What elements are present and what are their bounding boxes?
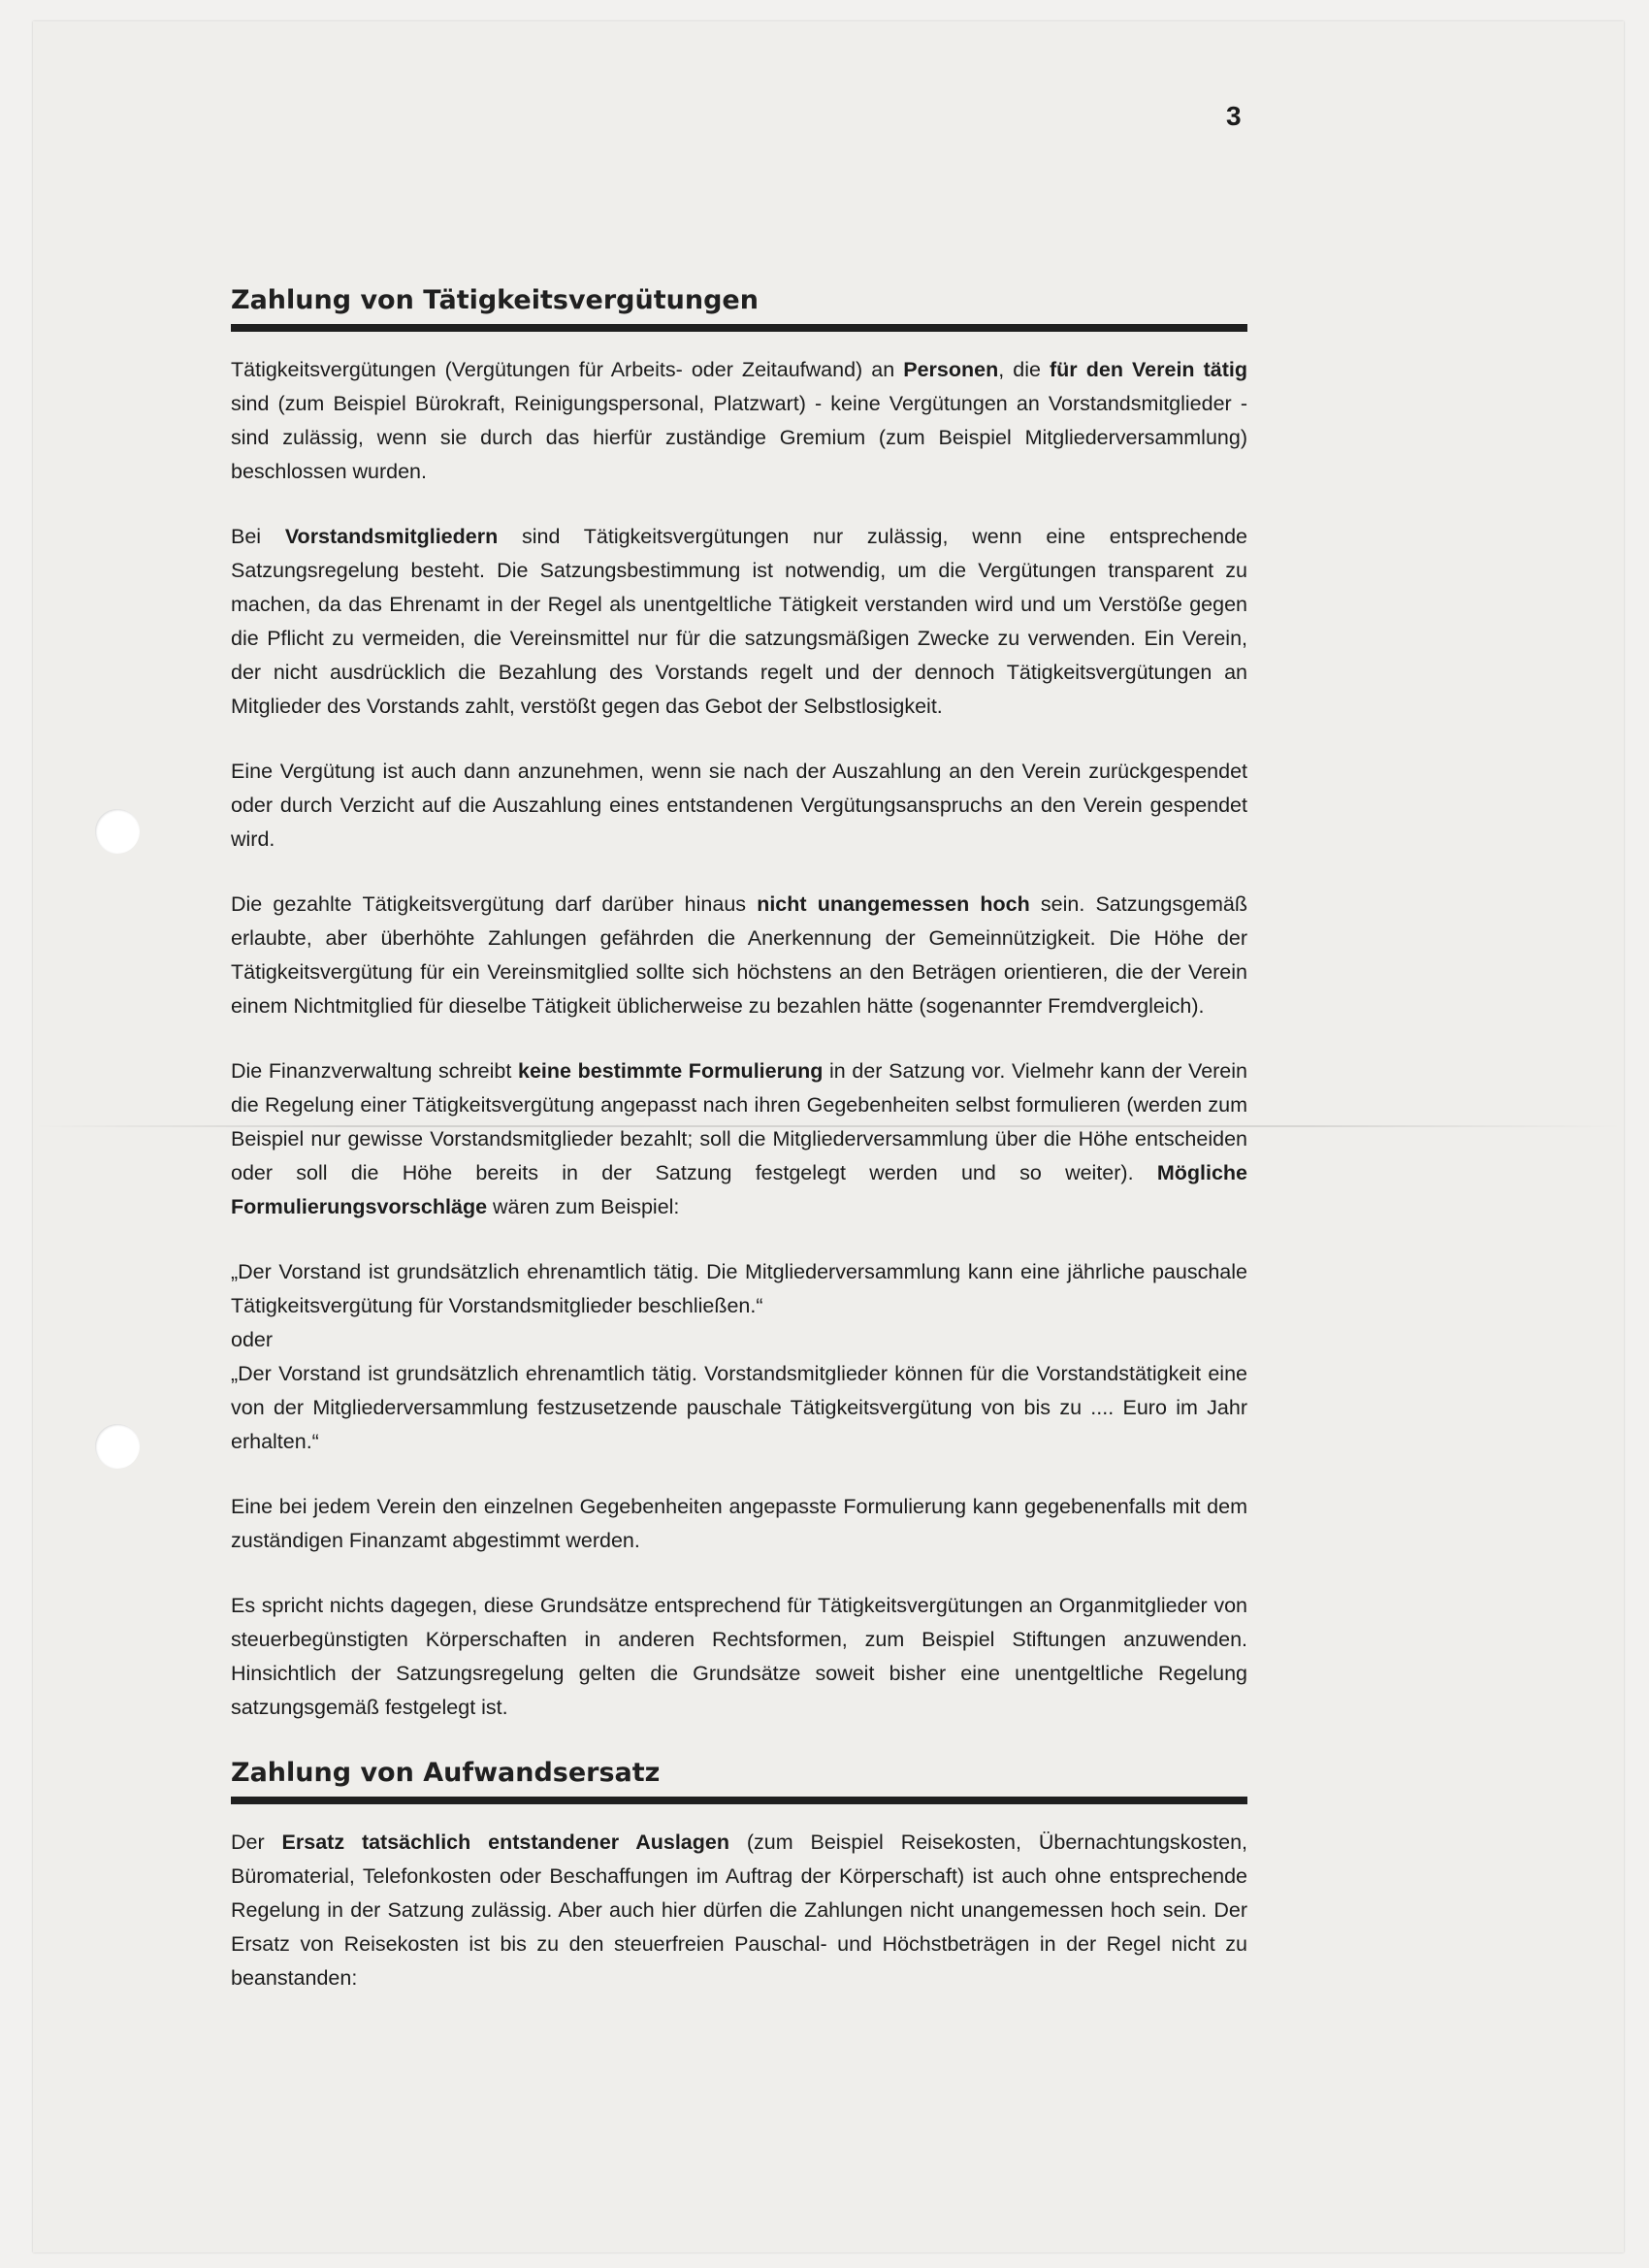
bold-term: für den Verein tätig	[1050, 358, 1247, 381]
quote-separator: oder	[231, 1328, 274, 1351]
bold-term: Ersatz tatsächlich entstandener Auslagen	[281, 1831, 729, 1854]
text-run: sein. Satzungsgemäß erlaubte, aber überhöhte Zahlungen gefährden die Anerkennung der Gemeinnützigkeit. Die Höhe der Tätigkeitsvergütung für ein Vereinsmitglied sollte sich höchstens an den Beträgen orientieren, die der Verein einem Nichtmitglied für dieselbe Tätigkeit üblicherweise zu bezahlen hätte (sogenannter Fremdvergleich).	[231, 892, 1248, 1018]
text-run: wären zum Beispiel:	[487, 1195, 680, 1218]
paragraph-2	[231, 520, 1247, 724]
punch-hole-bottom	[95, 1424, 140, 1469]
paragraph-8	[231, 1826, 1247, 1995]
text-run: sind (zum Beispiel Bürokraft, Reinigungspersonal, Platzwart) - keine Vergütungen an Vorstandsmitglieder - sind zulässig, wenn sie durch das hierfür zuständige Gremium (zum Beispiel Mitgliederversammlung) beschlossen wurden.	[231, 392, 1247, 483]
page-number: 3	[1226, 101, 1242, 131]
text-run: Der	[231, 1831, 282, 1854]
bold-term: Mögliche Formulierungsvorschläge	[231, 1161, 1247, 1218]
quote-1: „Der Vorstand ist grundsätzlich ehrenamtlich tätig. Die Mitgliederversammlung kann eine jährliche pauschale Tätigkeitsvergütung für Vorstandsmitglieder beschließen.“	[231, 1260, 1247, 1317]
heading-rule	[231, 324, 1247, 332]
paragraph-6: Eine bei jedem Verein den einzelnen Gegebenheiten angepasste Formulierung kann gegebenenfalls mit dem zuständigen Finanzamt abgestimmt werden.	[231, 1495, 1247, 1552]
paragraph-3: Eine Vergütung ist auch dann anzunehmen, wenn sie nach der Auszahlung an den Verein zurückgespendet oder durch Verzicht auf die Auszahlung eines entstandenen Vergütungsanspruchs an den Verein gespendet wird.	[231, 760, 1247, 851]
bold-term: nicht unangemessen hoch	[757, 892, 1030, 916]
paragraph-7: Es spricht nichts dagegen, diese Grundsätze entsprechend für Tätigkeitsvergütungen an Organmitglieder von steuerbegünstigten Körperschaften in anderen Rechtsformen, zum Beispiel Stiftungen anzuwenden. Hinsichtlich der Satzungsregelung gelten die Grundsätze soweit bisher eine unentgeltliche Regelung satzungsgemäß festgelegt ist.	[231, 1594, 1247, 1719]
section-heading-aufwandsersatz: Zahlung von Aufwandsersatz	[231, 1758, 661, 1788]
bold-term: Vorstandsmitgliedern	[284, 525, 499, 548]
text-run: Bei	[231, 525, 285, 548]
document-body	[231, 283, 1247, 2026]
text-run: Die Finanzverwaltung schreibt	[231, 1059, 518, 1083]
paragraph-5	[231, 1054, 1247, 1224]
section-heading-taetigkeitsverguetungen: Zahlung von Tätigkeitsvergütungen	[231, 285, 759, 315]
text-run: , die	[998, 358, 1051, 381]
text-run: Die gezahlte Tätigkeitsvergütung darf darüber hinaus	[231, 892, 758, 916]
heading-rule	[231, 1797, 1247, 1804]
paragraph-4	[231, 888, 1247, 1023]
bold-term: keine bestimmte Formulierung	[518, 1059, 824, 1083]
bold-term: Personen	[903, 358, 999, 381]
text-run: (zum Beispiel Reisekosten, Übernachtungskosten, Büromaterial, Telefonkosten oder Beschaffungen im Auftrag der Körperschaft) ist auch ohne entsprechende Regelung in der Satzung zulässig. Aber auch hier dürfen die Zahlungen nicht unangemessen hoch sein. Der Ersatz von Reisekosten ist bis zu den steuerfreien Pauschal- und Höchstbeträgen in der Regel nicht zu beanstanden:	[231, 1831, 1248, 1990]
text-run: Tätigkeitsvergütungen (Vergütungen für Arbeits- oder Zeitaufwand) an	[231, 358, 904, 381]
text-run: sind Tätigkeitsvergütungen nur zulässig, wenn eine entsprechende Satzungsregelung besteht. Die Satzungsbestimmung ist notwendig, um die Vergütungen transparent zu machen, da das Ehrenamt in der Regel als unentgeltliche Tätigkeit verstanden wird und um Verstöße gegen die Pflicht zu vermeiden, die Vereinsmittel nur für die satzungsmäßigen Zwecke zu verwenden. Ein Verein, der nicht ausdrücklich die Bezahlung des Vorstands regelt und der dennoch Tätigkeitsvergütungen an Mitglieder des Vorstands zahlt, verstößt gegen das Gebot der Selbstlosigkeit.	[231, 525, 1247, 718]
paragraph-1	[231, 353, 1247, 489]
punch-hole-top	[95, 809, 140, 854]
quote-2: „Der Vorstand ist grundsätzlich ehrenamtlich tätig. Vorstandsmitglieder können für die Vorstandstätigkeit eine von der Mitgliederversammlung festzusetzende pauschale Tätigkeitsvergütung von bis zu .... Euro im Jahr erhalten.“	[231, 1362, 1247, 1453]
text-run: in der Satzung vor. Vielmehr kann der Verein die Regelung einer Tätigkeitsvergütung angepasst nach ihren Gegebenheiten selbst formulieren (werden zum Beispiel nur gewisse Vorstandsmitglieder bezahlt; soll die Mitgliederversammlung über die Höhe entscheiden oder soll die Höhe bereits in der Satzung festgelegt werden und so weiter).	[231, 1059, 1248, 1184]
